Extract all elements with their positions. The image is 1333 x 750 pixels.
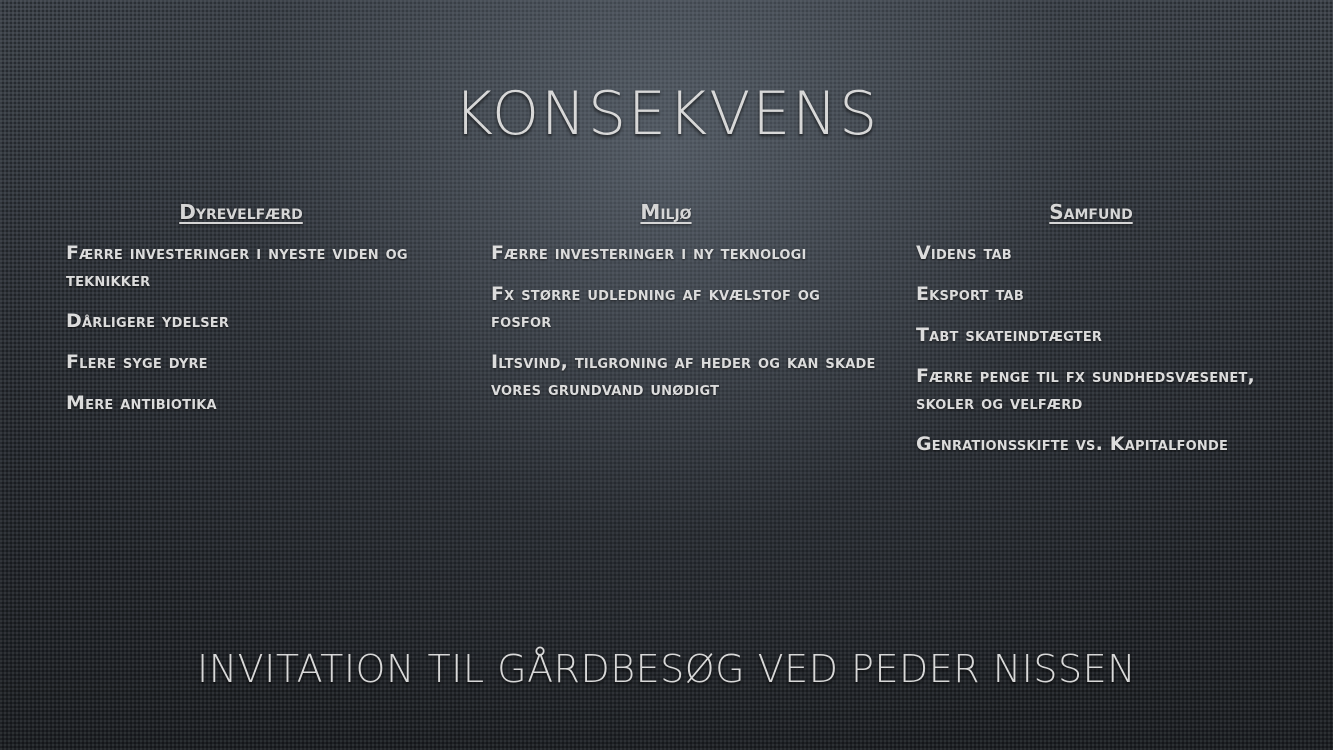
bullet-item: Færre penge til fx sundhedsvæsenet, skoler og velfærd [916, 365, 1255, 414]
column-heading: Dyrevelfærd [179, 200, 303, 224]
column-samfund [916, 198, 1306, 472]
bullet-item: Færre investeringer i ny teknologi [491, 242, 807, 264]
bullet-item: Videns tab [916, 242, 1012, 264]
bullet-item: Eksport tab [916, 283, 1024, 305]
bullet-item: Flere syge dyre [66, 351, 208, 373]
bullet-item: Fx større udledning af kvælstof og fosfor [491, 283, 820, 332]
bullet-item: Færre investeringer i nyeste viden og teknikker [66, 242, 408, 291]
bullet-item: Tabt skateindtægter [916, 324, 1103, 346]
bullet-item: Iltsvind, tilgroning af heder og kan skade vores grundvand unødigt [491, 351, 876, 400]
column-dyrevelfaerd [66, 198, 456, 431]
bullet-item: Mere antibiotika [66, 392, 217, 414]
column-heading: Samfund [1049, 200, 1133, 224]
column-heading: Miljø [640, 200, 692, 224]
column-miljoe [491, 198, 881, 417]
bullet-item: Dårligere ydelser [66, 310, 230, 332]
slide-footer: INVITATION TIL GÅRDBESØG VED PEDER NISSEN [196, 647, 1137, 691]
bullet-item: Genrationsskifte vs. Kapitalfonde [916, 433, 1229, 455]
slide-title: KONSEKVENS [453, 79, 880, 149]
